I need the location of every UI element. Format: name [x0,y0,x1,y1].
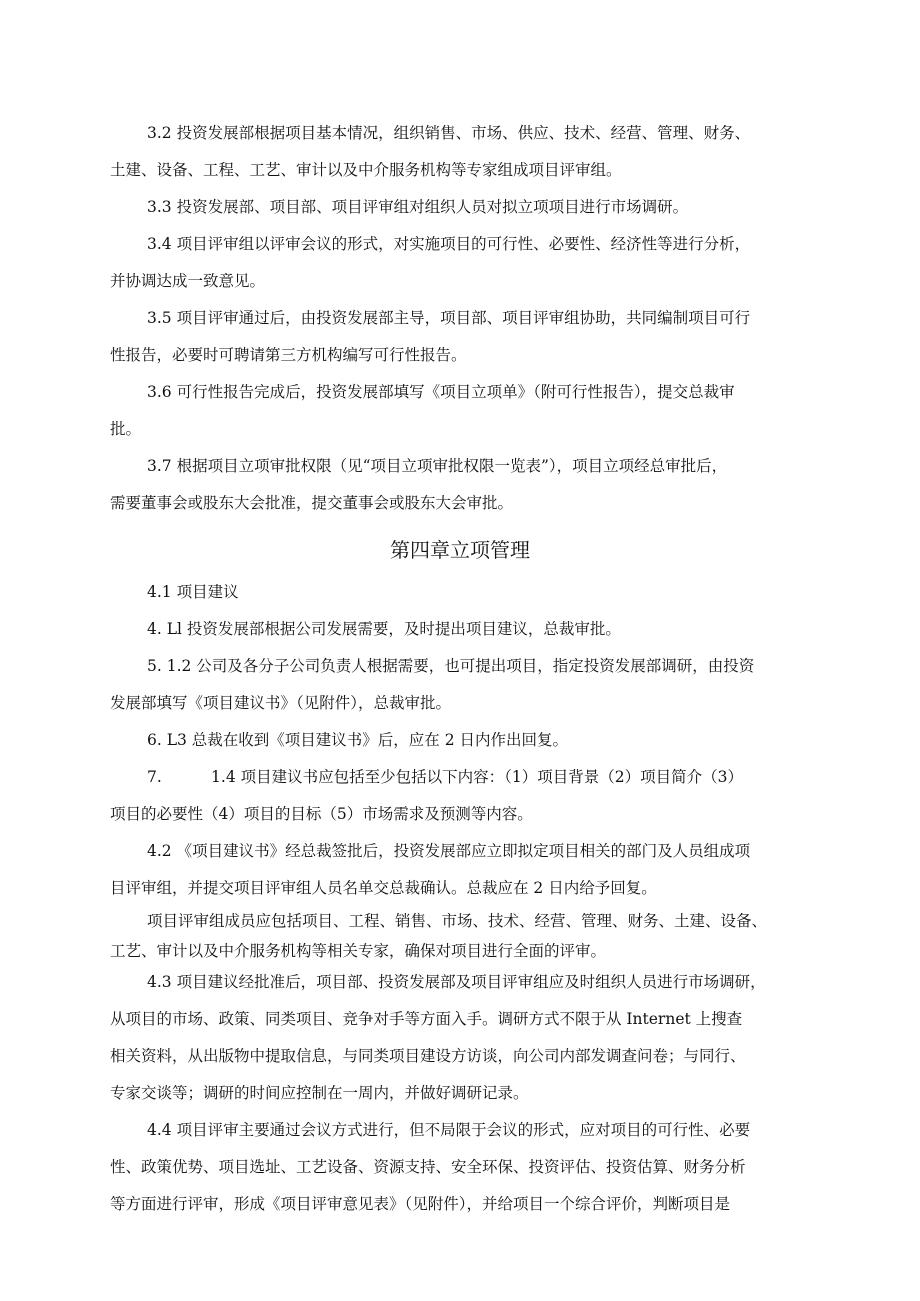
text-line: 3.3 投资发展部、项目部、项目评审组对组织人员对拟立项项目进行市场调研。 [147,198,689,216]
text-line: 性、政策优势、项目选址、工艺设备、资源支持、安全环保、投资评估、投资估算、财务分析 [110,1158,746,1176]
paragraph-3-3 [110,189,825,226]
paragraph-4-1 [110,574,825,611]
text-line: 批。 [110,420,142,438]
paragraph-4-3 [110,964,825,1112]
text-line: 从项目的市场、政策、同类项目、竞争对手等方面入手。调研方式不限于从 Internet 上搜查 [110,1010,743,1028]
text-line: 土建、设备、工程、工艺、审计以及中介服务机构等专家组成项目评审组。 [110,161,622,179]
text-line: 3.4 项目评审组以评审会议的形式，对实施项目的可行性、必要性、经济性等进行分析， [147,235,751,253]
text-line: 6. L3 总裁在收到《项目建议书》后，应在 2 日内作出回复。 [147,731,569,749]
chapter-title: 第四章立项管理 [390,538,530,562]
text-line: 项目评审组成员应包括项目、工程、销售、市场、技术、经营、管理、财务、土建、设备、 [147,912,768,930]
text-line: 3.6 可行性报告完成后，投资发展部填写《项目立项单》（附可行性报告），提交总裁审 [147,383,735,401]
text-line: 4. Ll 投资发展部根据公司发展需要，及时提出项目建议，总裁审批。 [147,620,621,638]
paragraph-3-7 [110,448,825,522]
paragraph-3-4 [110,226,825,300]
text-line: 并协调达成一致意见。 [110,272,266,290]
text-line: 发展部填写《项目建议书》（见附件），总裁审批。 [110,694,452,712]
text-line: 等方面进行评审，形成《项目评审意见表》（见附件），并给项目一个综合评价，判断项目是 [110,1195,731,1213]
text-line: 4.2 《项目建议书》经总裁签批后，投资发展部应立即拟定项目相关的部门及人员组成项 [147,842,751,860]
text-line: 3.7 根据项目立项审批权限（见“项目立项审批权限一览表”），项目立项经总审批后， [147,457,728,475]
text-line: 性报告，必要时可聘请第三方机构编写可行性报告。 [110,346,467,364]
text-line: 3.5 项目评审通过后，由投资发展部主导，项目部、项目评审组协助，共同编制项目可行 [147,309,751,327]
paragraph-4-4 [110,1112,825,1223]
text-line: 4.1 项目建议 [147,583,239,601]
paragraph-4-2 [110,833,825,907]
text-line: 5. 1.2 公司及各分子公司负责人根据需要，也可提出项目，指定投资发展部调研，由投资 [147,657,755,675]
paragraph-3-5 [110,300,825,374]
text-line: 工艺、审计以及中介服务机构等相关专家，确保对项目进行全面的评审。 [110,942,607,960]
text-line: 项目的必要性（4）项目的目标（5）市场需求及预测等内容。 [110,805,533,823]
paragraph-4-2-members [110,906,825,966]
text-line: 4.3 项目建议经批准后，项目部、投资发展部及项目评审组应及时组织人员进行市场调研， [147,973,766,991]
paragraph-4-1-2 [110,648,825,722]
text-line: 4.4 项目评审主要通过会议方式进行，但不局限于会议的形式，应对项目的可行性、必要 [147,1121,751,1139]
paragraph-4-1-1 [110,611,825,648]
text-line: 7. 1.4 项目建议书应包括至少包括以下内容：（1）项目背景（2）项目简介（3） [147,768,743,786]
paragraph-3-6 [110,374,825,448]
paragraph-4-1-3 [110,722,825,759]
text-line: 需要董事会或股东大会批准，提交董事会或股东大会审批。 [110,494,514,512]
text-line: 相关资料，从出版物中提取信息，与同类项目建设方访谈，向公司内部发调查问卷；与同行、 [110,1047,746,1065]
text-line: 3.2 投资发展部根据项目基本情况，组织销售、市场、供应、技术、经营、管理、财务、 [147,124,751,142]
paragraph-3-2 [110,115,825,189]
text-line: 专家交谈等；调研的时间应控制在一周内，并做好调研记录。 [110,1084,529,1102]
text-line: 目评审组，并提交项目评审组人员名单交总裁确认。总裁应在 2 日内给予回复。 [110,879,657,897]
paragraph-4-1-4 [110,759,825,833]
